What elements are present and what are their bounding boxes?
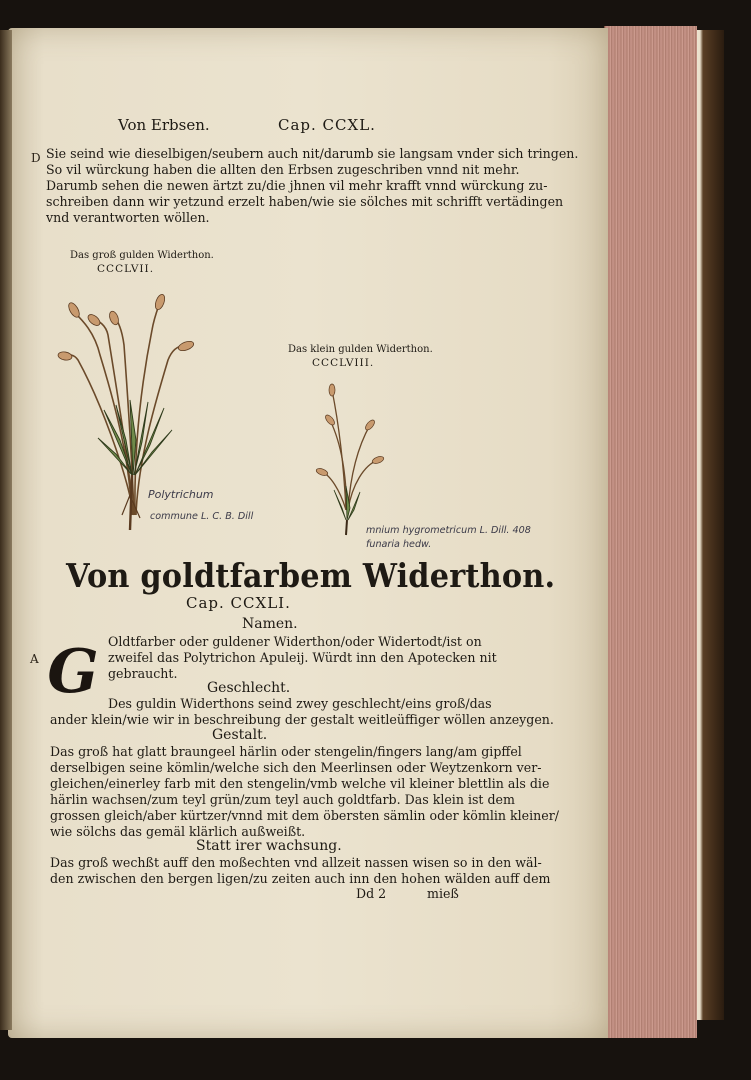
namen-line-1: Oldtfarber oder guldener Widerthon/oder Widertodt/ist on (108, 634, 482, 649)
statt-line-1: Das groß wechßt auff den moßechten vnd allzeit nassen wisen so in den wäl- (50, 855, 542, 870)
gestalt-line-1: Das groß hat glatt braungeel härlin oder stengelin/fingers lang/am gipffel (50, 744, 522, 759)
moss-illustration-small (312, 380, 392, 540)
top-line-5: vnd verantworten wöllen. (46, 210, 210, 225)
section-heading-geschlecht: Geschlecht. (207, 680, 291, 696)
running-header-title: Von Erbsen. (118, 116, 210, 134)
geschlecht-line-2: ander klein/wie wir in beschreibung der gestalt weitleüffiger wöllen anzeygen. (50, 712, 554, 727)
top-line-4: schreiben dann wir yetzund erzelt haben/wie sie sölches mit schrifft vertädingen (46, 194, 564, 209)
annotation-commune: commune L. C. B. Dill (150, 511, 254, 522)
catchword: mieß (427, 886, 459, 901)
section-heading-statt: Statt irer wachsung. (196, 838, 342, 854)
gutter-edge (0, 30, 12, 1030)
namen-line-3: gebraucht. (108, 666, 178, 681)
geschlecht-line-1: Des guldin Widerthons seind zwey geschlecht/eins groß/das (108, 696, 492, 711)
figure-small-caption: Das klein gulden Widerthon. (288, 344, 433, 355)
margin-mark-d: D (31, 151, 41, 165)
namen-line-2: zweifel das Polytrichon Apuleij. Würdt inn den Apotecken nit (108, 650, 497, 665)
figure-large-caption: Das groß gulden Widerthon. (70, 250, 214, 261)
figure-large-numeral: CCCLVII. (97, 263, 155, 275)
signature-mark: Dd 2 (356, 886, 387, 901)
gestalt-line-2: derselbigen seine kömlin/welche sich den Meerlinsen oder Weytzenkorn ver- (50, 760, 542, 775)
figure-small-numeral: CCCLVIII. (312, 357, 375, 369)
top-line-3: Darumb sehen die newen ärtzt zu/die jhnen vil mehr krafft vnnd würckung zu- (46, 178, 548, 193)
page-fore-edge (604, 26, 697, 1038)
top-line-2: So vil würckung haben die allten den Erbsen zugeschriben vnnd nit mehr. (46, 162, 520, 177)
section-heading-namen: Namen. (242, 616, 298, 632)
statt-line-2: den zwischen den bergen ligen/zu zeiten auch inn den hohen wälden auff dem (50, 871, 551, 886)
margin-mark-a: A (30, 652, 39, 666)
annotation-funaria: funaria hedw. (366, 539, 432, 550)
annotation-mnium: mnium hygrometricum L. Dill. 408 (366, 525, 531, 536)
decorated-initial: G (47, 637, 99, 707)
book-cover-edge (694, 30, 724, 1020)
top-line-1: Sie seind wie dieselbigen/seubern auch nit/darumb sie langsam vnder sich tringen. (46, 146, 579, 161)
gestalt-line-5: grossen gleich/aber kürtzer/vnnd mit dem öbersten sämlin oder kömlin kleiner/ (50, 808, 559, 823)
chapter-number: Cap. CCXLI. (186, 594, 291, 612)
chapter-title: Von goldtfarbem Widerthon. (66, 556, 556, 595)
running-header-chapter: Cap. CCXL. (278, 116, 376, 134)
gestalt-line-4: härlin wachsen/zum teyl grün/zum teyl auch goldtfarb. Das klein ist dem (50, 792, 515, 807)
gestalt-line-6: wie sölchs das gemäl klärlich außweißt. (50, 824, 306, 839)
section-heading-gestalt: Gestalt. (212, 727, 268, 743)
annotation-polytrichum: Polytrichum (148, 488, 214, 501)
gestalt-line-3: gleichen/einerley farb mit den stengelin/vmb welche vil kleiner blettlin als die (50, 776, 550, 791)
